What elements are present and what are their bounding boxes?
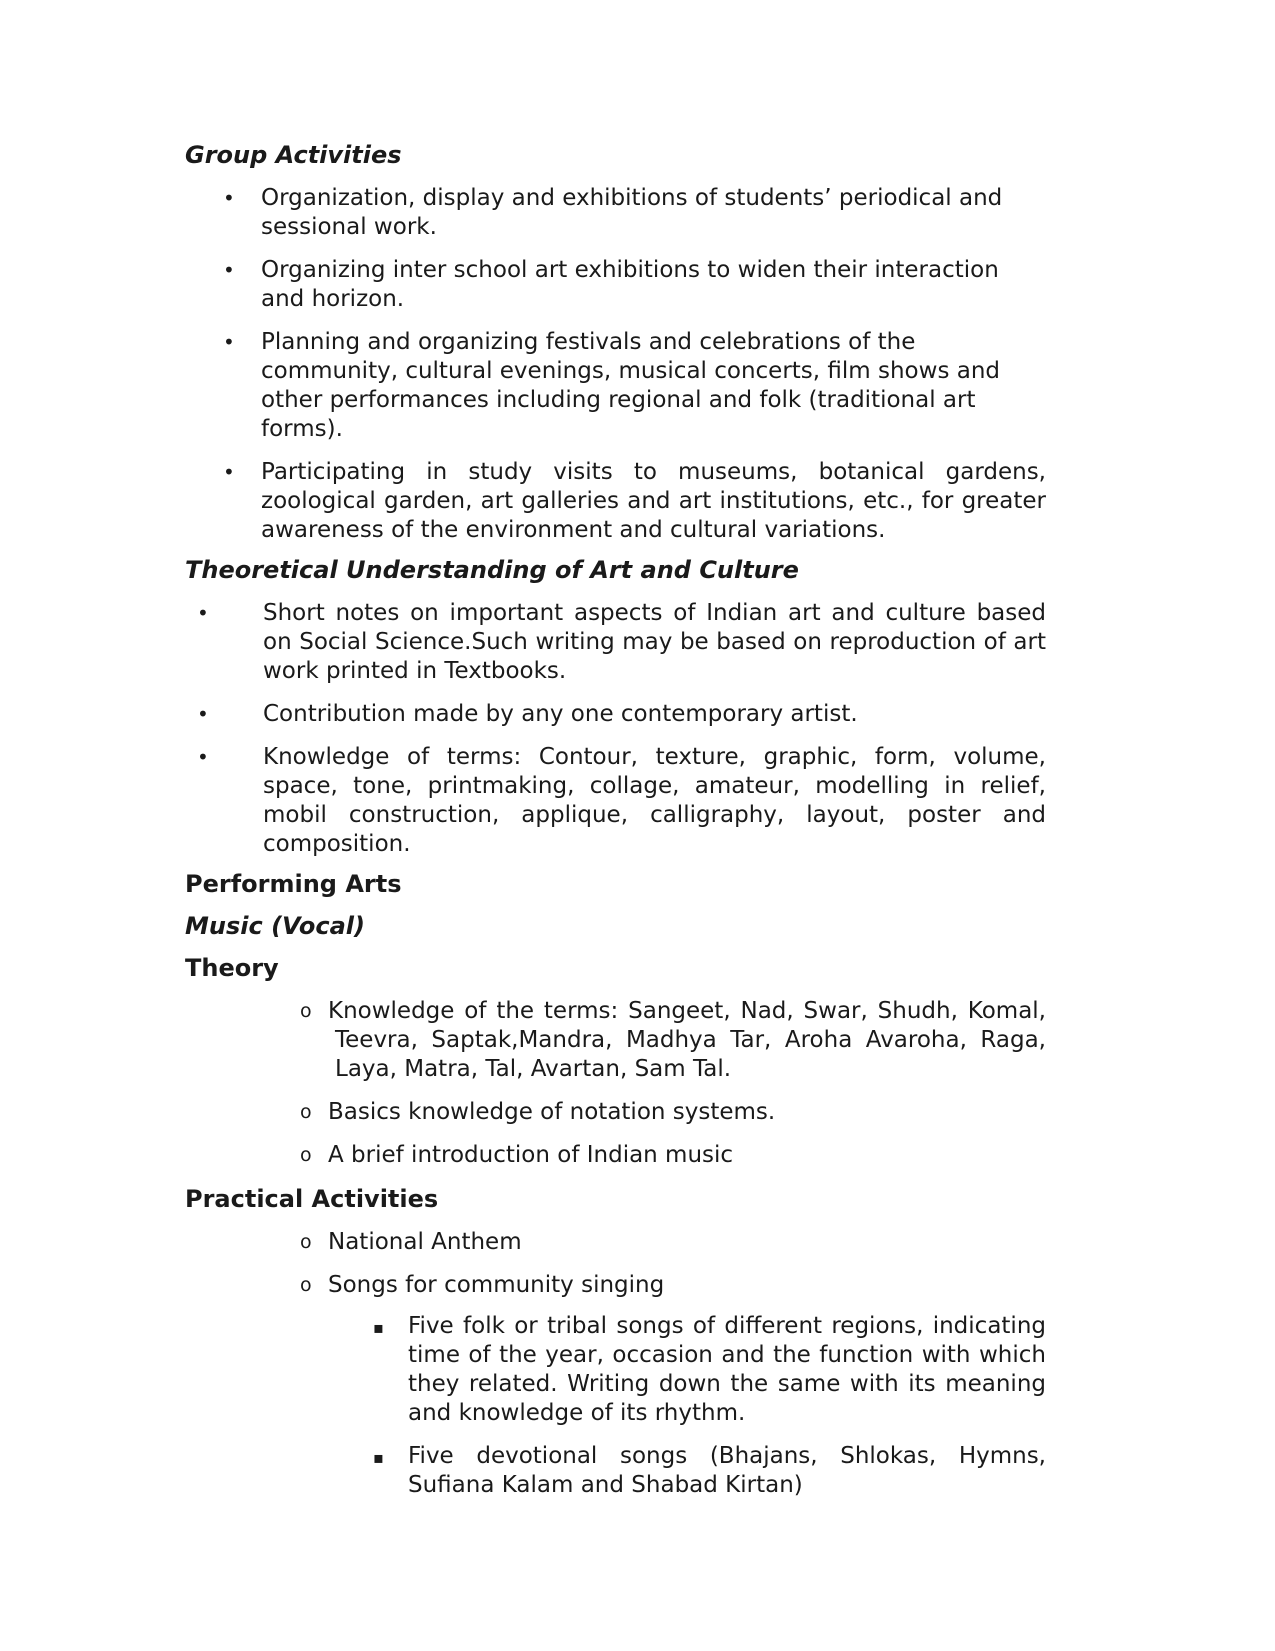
list-item-text: Contribution made by any one contemporary artist. <box>263 701 858 727</box>
practical-activities-list <box>185 1228 1085 1300</box>
list-item <box>185 1442 1046 1500</box>
list-item-text: Basics knowledge of notation systems. <box>328 1099 776 1125</box>
theoretical-understanding-list <box>185 599 1085 859</box>
list-item-text: A brief introduction of Indian music <box>328 1142 734 1168</box>
document-page <box>185 140 1085 1514</box>
list-item-text: Five folk or tribal songs of different regions, indicating time of the year, occasion and the function with which they related. Writing down the same with its meaning and knowledge of its rhythm. <box>408 1313 1046 1426</box>
square-marker: ▪ <box>373 1318 384 1337</box>
list-item-text: Knowledge of terms: Contour, texture, graphic, form, volume, space, tone, printmaking, collage, amateur, modelling in relief, mobil construction, applique, calligraphy, layout, poster and composition. <box>263 744 1046 857</box>
theory-heading: Theory <box>185 954 279 982</box>
group-activities-list <box>185 184 1085 545</box>
performing-arts-heading: Performing Arts <box>185 870 402 898</box>
bullet-marker: • <box>223 186 235 210</box>
list-item <box>185 256 1046 314</box>
list-item <box>185 997 1046 1084</box>
list-item-text: National Anthem <box>328 1229 522 1255</box>
list-item <box>185 1228 1046 1257</box>
list-item-text: Organization, display and exhibitions of students’ periodical and sessional work. <box>261 185 1003 240</box>
group-activities-heading: Group Activities <box>185 141 402 169</box>
theoretical-understanding-heading: Theoretical Understanding of Art and Culture <box>185 556 799 584</box>
square-marker: ▪ <box>373 1448 384 1467</box>
music-vocal-heading: Music (Vocal) <box>185 912 365 940</box>
list-item-text: Five devotional songs (Bhajans, Shlokas, Hymns, Sufiana Kalam and Shabad Kirtan) <box>408 1443 1046 1498</box>
list-item <box>185 743 1046 859</box>
practical-activities-heading: Practical Activities <box>185 1185 439 1213</box>
list-item-text: Knowledge of the terms: Sangeet, Nad, Swar, Shudh, Komal, Teevra, Saptak,Mandra, Madhya Tar, Aroha Avaroha, Raga, Laya, Matra, Tal, Avartan, Sam Tal. <box>328 998 1046 1082</box>
list-item-text: Organizing inter school art exhibitions to widen their interaction and horizon. <box>261 257 999 312</box>
circle-marker: o <box>300 1000 312 1022</box>
bullet-marker: • <box>197 601 209 625</box>
list-item-text: Short notes on important aspects of Indian art and culture based on Social Science.Such writing may be based on reproduction of art work printed in Textbooks. <box>263 600 1046 684</box>
theory-list <box>185 997 1085 1170</box>
circle-marker: o <box>300 1231 312 1253</box>
list-item <box>185 458 1046 545</box>
bullet-marker: • <box>223 330 235 354</box>
community-songs-sublist <box>185 1312 1085 1500</box>
circle-marker: o <box>300 1274 312 1296</box>
bullet-marker: • <box>197 702 209 726</box>
list-item <box>185 184 1046 242</box>
list-item <box>185 1098 1046 1127</box>
circle-marker: o <box>300 1144 312 1166</box>
list-item <box>185 328 1046 444</box>
list-item <box>185 700 1046 729</box>
bullet-marker: • <box>223 460 235 484</box>
bullet-marker: • <box>197 745 209 769</box>
list-item <box>185 1141 1046 1170</box>
list-item-text: Songs for community singing <box>328 1272 665 1298</box>
list-item-text: Planning and organizing festivals and celebrations of the community, cultural evenings, musical concerts, film shows and other performances including regional and folk (traditional art forms). <box>261 329 1001 442</box>
list-item <box>185 599 1046 686</box>
circle-marker: o <box>300 1101 312 1123</box>
list-item <box>185 1312 1046 1428</box>
bullet-marker: • <box>223 258 235 282</box>
list-item-text: Participating in study visits to museums, botanical gardens, zoological garden, art galleries and art institutions, etc., for greater awareness of the environment and cultural variations. <box>261 459 1046 543</box>
list-item <box>185 1271 1046 1300</box>
